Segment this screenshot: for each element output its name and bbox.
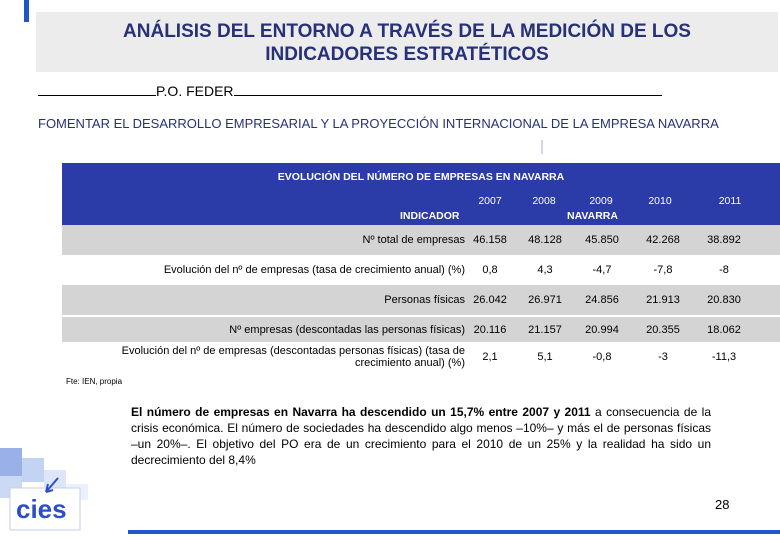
cell: 24.856 (585, 294, 619, 306)
cell: 46.158 (473, 234, 507, 246)
row-label: Nº total de empresas (362, 234, 465, 246)
title-line-1: ANÁLISIS DEL ENTORNO A TRAVÉS DE LA MEDICIÓN DE LOS (123, 21, 691, 42)
cell: 5,1 (537, 351, 553, 363)
underline-left (38, 84, 156, 96)
indicator-label: INDICADOR (400, 210, 460, 222)
cell: 2,1 (482, 351, 498, 363)
summary-bold: El número de empresas en Navarra ha descendido un 15,7% entre 2007 y 2011 (131, 405, 591, 419)
cell: 18.062 (707, 324, 741, 336)
underline-right (234, 84, 662, 96)
logo-text: cies (16, 494, 67, 524)
cell: 21.157 (528, 324, 562, 336)
table-row (62, 285, 780, 315)
row-label: Evolución del nº de empresas (tasa de crecimiento anual) (%) (163, 264, 465, 276)
cell: -8 (719, 264, 729, 276)
cies-logo (0, 440, 128, 540)
year-2010: 2010 (648, 195, 672, 207)
cell: -3 (658, 351, 668, 363)
cell: 20.830 (707, 294, 741, 306)
slide-title (36, 20, 778, 66)
year-2009: 2009 (589, 195, 613, 207)
table-row (62, 225, 780, 255)
source-note: Fte: IEN, propia (66, 377, 123, 386)
cell: 21.913 (646, 294, 680, 306)
table-row (62, 342, 780, 377)
year-2011: 2011 (718, 195, 742, 207)
cell: 4,3 (537, 264, 553, 276)
program-subtitle (38, 83, 662, 99)
row-label-line-2: crecimiento anual) (%) (354, 357, 465, 369)
divider-mark (541, 140, 543, 154)
summary-paragraph (131, 404, 711, 468)
cell: 26.971 (528, 294, 562, 306)
row-label (122, 345, 465, 369)
summary-rest: a consecuencia de la crisis económica. El número de sociedades ha descendido algo menos –10%– y más el de personas físicas –un 20%–. El objetivo del PO era de un crecimiento para el 2010 de un 25% y la realidad ha sido un decrecimiento del 8,4% (131, 405, 711, 467)
table-row (62, 255, 780, 285)
title-line-2: INDICADORES ESTRATÉTICOS (265, 44, 549, 65)
cell: 42.268 (646, 234, 680, 246)
table-header: EVOLUCIÓN DEL NÚMERO DE EMPRESAS EN NAVARRA (62, 163, 780, 191)
cell: 20.994 (585, 324, 619, 336)
page-number: 28 (715, 497, 730, 512)
cell: 38.892 (707, 234, 741, 246)
row-label: Nº empresas (descontadas las personas físicas) (229, 324, 465, 336)
bottom-bar (128, 530, 780, 534)
cell: 0,8 (482, 264, 498, 276)
cell: -7,8 (653, 264, 673, 276)
cell: -4,7 (592, 264, 612, 276)
cell: 26.042 (473, 294, 507, 306)
blue-stripe (24, 0, 29, 22)
cell: -11,3 (711, 351, 737, 363)
row-label-line-1: Evolución del nº de empresas (descontadas personas físicas) (tasa de (121, 345, 465, 357)
cell: -0,8 (592, 351, 612, 363)
objective-heading: FOMENTAR EL DESARROLLO EMPRESARIAL Y LA PROYECCIÓN INTERNACIONAL DE LA EMPRESA NAVARRA (38, 116, 719, 131)
cell: 45.850 (585, 234, 619, 246)
cell: 20.355 (646, 324, 680, 336)
region-label: NAVARRA (567, 210, 618, 222)
cell: 20.116 (473, 324, 507, 336)
cell: 48.128 (528, 234, 562, 246)
year-2007: 2007 (478, 195, 502, 207)
table-row (62, 315, 780, 342)
year-2008: 2008 (532, 195, 556, 207)
companies-table (62, 163, 780, 377)
subtitle-text: P.O. FEDER (156, 83, 234, 99)
row-label: Personas físicas (384, 294, 465, 306)
logo-graphic (0, 440, 128, 540)
